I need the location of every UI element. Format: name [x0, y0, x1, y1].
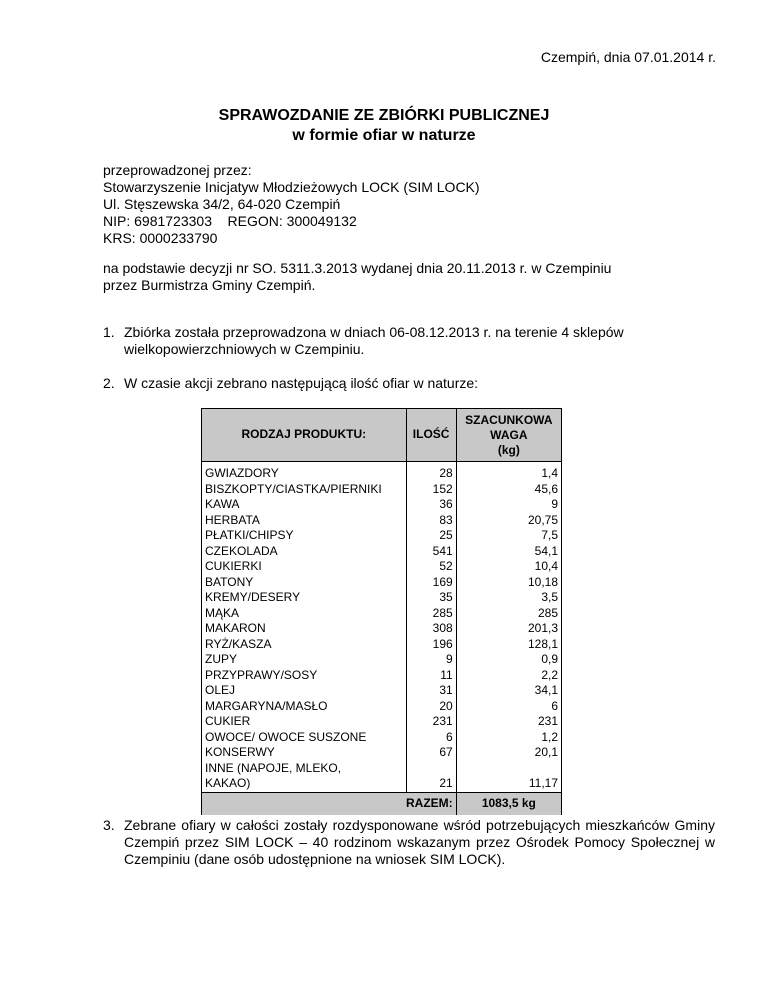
qty-cell: 25 — [406, 528, 456, 544]
qty-cell: 67 — [406, 745, 456, 761]
product-cell: MARGARYNA/MASŁO — [202, 699, 407, 715]
product-cell-line-1: INNE (NAPOJE, MLEKO, — [205, 760, 342, 775]
table-row — [202, 730, 562, 746]
product-cell: BATONY — [202, 575, 407, 591]
qty-cell: 231 — [406, 714, 456, 730]
weight-cell: 45,6 — [456, 482, 561, 498]
title-line-2: w formie ofiar w naturze — [292, 127, 476, 144]
product-cell: CUKIER — [202, 714, 407, 730]
organizer-krs: KRS: 0000233790 — [103, 230, 218, 246]
organizer-address: Ul. Stęszewska 34/2, 64-020 Czempiń — [103, 196, 341, 212]
product-cell: KREMY/DESERY — [202, 590, 407, 606]
list-item-2 — [103, 375, 715, 392]
weight-cell: 20,75 — [456, 513, 561, 529]
list-text: Zebrane ofiary w całości zostały rozdysponowane wśród potrzebujących mieszkańców Gminy Czempiń przez SIM LOCK – 40 rodzinom wskazanym przez Ośrodek Pomocy Społecznej w Czempiniu (dane osób udostępnione na wniosek SIM LOCK). — [124, 817, 715, 867]
product-cell: CZEKOLADA — [202, 544, 407, 560]
list-text: Zbiórka została przeprowadzona w dniach 06-08.12.2013 r. na terenie 4 sklepów wielkopowierzchniowych w Czempiniu. — [124, 324, 624, 357]
col-header-weight-line-2: WAGA — [490, 427, 528, 442]
legal-basis — [103, 260, 703, 294]
table-row — [202, 559, 562, 575]
qty-cell: 285 — [406, 606, 456, 622]
table-header-row — [202, 409, 562, 462]
product-cell: BISZKOPTY/CIASTKA/PIERNIKI — [202, 482, 407, 498]
weight-cell: 11,17 — [456, 761, 561, 793]
qty-cell: 152 — [406, 482, 456, 498]
qty-cell: 308 — [406, 621, 456, 637]
product-cell: PŁATKI/CHIPSY — [202, 528, 407, 544]
weight-cell: 7,5 — [456, 528, 561, 544]
product-cell: OLEJ — [202, 683, 407, 699]
list-number: 3. — [103, 817, 115, 833]
legal-basis-line-1: na podstawie decyzji nr SO. 5311.3.2013 wydanej dnia 20.11.2013 r. w Czempiniu — [103, 260, 612, 276]
table-row — [202, 575, 562, 591]
weight-cell: 231 — [456, 714, 561, 730]
place-date: Czempiń, dnia 07.01.2014 r. — [540, 49, 716, 65]
product-cell: OWOCE/ OWOCE SUSZONE — [202, 730, 407, 746]
title-line-1: SPRAWOZDANIE ZE ZBIÓRKI PUBLICZNEJ — [218, 107, 550, 124]
list-item-1 — [103, 324, 715, 358]
table-row — [202, 497, 562, 513]
table-row — [202, 528, 562, 544]
col-header-weight-line-1: SZACUNKOWA — [465, 412, 553, 427]
col-header-qty: ILOŚĆ — [406, 409, 456, 462]
col-header-product: RODZAJ PRODUKTU: — [202, 409, 407, 462]
qty-cell: 28 — [406, 462, 456, 482]
weight-cell: 10,18 — [456, 575, 561, 591]
weight-cell: 34,1 — [456, 683, 561, 699]
product-cell: CUKIERKI — [202, 559, 407, 575]
product-cell: PRZYPRAWY/SOSY — [202, 668, 407, 684]
qty-cell: 196 — [406, 637, 456, 653]
weight-cell: 285 — [456, 606, 561, 622]
qty-cell: 21 — [406, 761, 456, 793]
table-row — [202, 668, 562, 684]
product-cell: HERBATA — [202, 513, 407, 529]
weight-cell: 2,2 — [456, 668, 561, 684]
table-row — [202, 714, 562, 730]
table-row — [202, 482, 562, 498]
organizer-intro: przeprowadzonej przez: — [103, 162, 252, 178]
product-cell-line-2: KAKAO) — [205, 776, 251, 790]
product-cell: RYŻ/KASZA — [202, 637, 407, 653]
table-row — [202, 745, 562, 761]
weight-cell: 6 — [456, 699, 561, 715]
table-row — [202, 544, 562, 560]
qty-cell: 169 — [406, 575, 456, 591]
weight-cell: 9 — [456, 497, 561, 513]
weight-cell: 54,1 — [456, 544, 561, 560]
weight-cell: 3,5 — [456, 590, 561, 606]
product-cell — [202, 761, 407, 793]
weight-cell: 10,4 — [456, 559, 561, 575]
weight-cell: 201,3 — [456, 621, 561, 637]
donations-table — [201, 408, 562, 810]
product-cell: KONSERWY — [202, 745, 407, 761]
total-row — [202, 792, 562, 815]
product-cell: KAWA — [202, 497, 407, 513]
qty-cell: 6 — [406, 730, 456, 746]
col-header-weight — [456, 409, 561, 462]
product-cell: MĄKA — [202, 606, 407, 622]
qty-cell: 20 — [406, 699, 456, 715]
table-row — [202, 513, 562, 529]
organizer-name: Stowarzyszenie Inicjatyw Młodzieżowych LOCK (SIM LOCK) — [103, 179, 480, 195]
table-row — [202, 590, 562, 606]
organizer-block — [103, 162, 480, 247]
qty-cell: 9 — [406, 652, 456, 668]
legal-basis-line-2: przez Burmistrza Gminy Czempiń. — [103, 277, 316, 293]
weight-cell: 0,9 — [456, 652, 561, 668]
qty-cell: 11 — [406, 668, 456, 684]
organizer-nip-regon: NIP: 6981723303 REGON: 300049132 — [103, 213, 357, 229]
qty-cell: 31 — [406, 683, 456, 699]
qty-cell: 52 — [406, 559, 456, 575]
product-cell: GWIAZDORY — [202, 462, 407, 482]
weight-cell: 1,2 — [456, 730, 561, 746]
table-row — [202, 637, 562, 653]
weight-cell: 1,4 — [456, 462, 561, 482]
product-cell: ZUPY — [202, 652, 407, 668]
table-row — [202, 652, 562, 668]
list-text: W czasie akcji zebrano następującą ilość ofiar w naturze: — [124, 375, 479, 391]
table-row — [202, 683, 562, 699]
total-label: RAZEM: — [202, 792, 457, 815]
qty-cell: 36 — [406, 497, 456, 513]
document-title — [0, 106, 768, 146]
table-row — [202, 761, 562, 793]
weight-cell: 20,1 — [456, 745, 561, 761]
table-row — [202, 462, 562, 482]
list-item-3 — [103, 817, 715, 868]
table-row — [202, 621, 562, 637]
weight-cell: 128,1 — [456, 637, 561, 653]
table-row — [202, 699, 562, 715]
total-value: 1083,5 kg — [456, 792, 561, 815]
qty-cell: 541 — [406, 544, 456, 560]
product-cell: MAKARON — [202, 621, 407, 637]
list-number: 1. — [103, 324, 115, 340]
list-number: 2. — [103, 375, 115, 391]
qty-cell: 35 — [406, 590, 456, 606]
table-row — [202, 606, 562, 622]
qty-cell: 83 — [406, 513, 456, 529]
col-header-weight-line-3: (kg) — [497, 442, 520, 457]
